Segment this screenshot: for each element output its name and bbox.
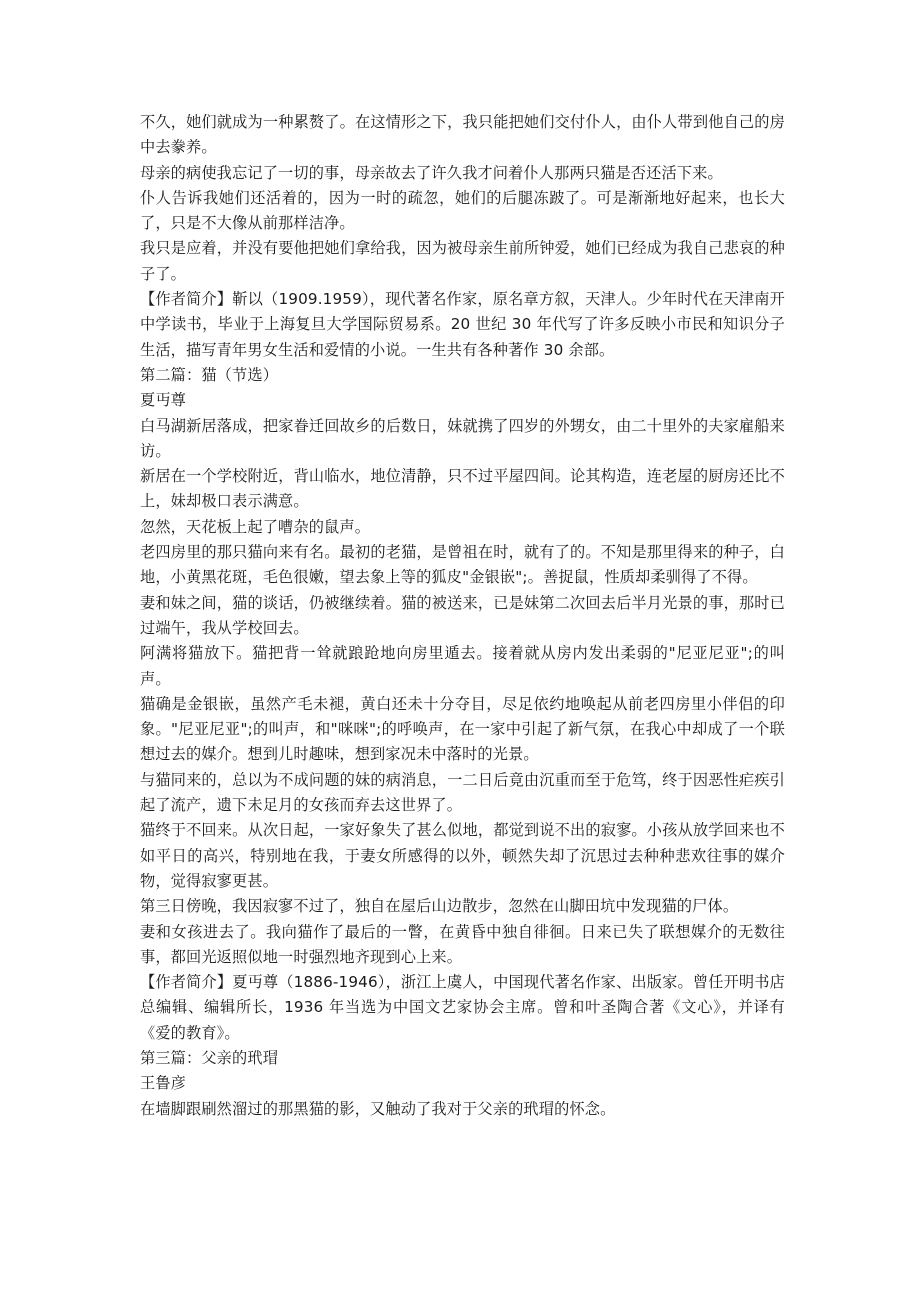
paragraph: 老四房里的那只猫向来有名。最初的老猫，是曾祖在时，就有了的。不知是那里得来的种子，白地，小黄黑花斑，毛色很嫩，望去象上等的狐皮"金银嵌";。善捉鼠，性质却柔驯得了不得。 [140,543,785,587]
section-title-2: 第二篇：猫（节选） [140,365,279,384]
paragraph: 仆人告诉我她们还活着的，因为一时的疏忽，她们的后腿冻跛了。可是渐渐地好起来，也长大了，只是不大像从前那样洁净。 [140,188,785,233]
paragraph: 猫终于不回来。从次日起，一家好象失了甚么似地，都觉到说不出的寂寥。小孩从放学回来也不如平日的高兴，特别地在我，于妻女所感得的以外，顿然失却了沉思过去种种悲欢往事的媒介物，觉得寂寥更甚。 [140,821,785,890]
paragraph: 与猫同来的，总以为不成问题的妹的病消息，一二日后竟由沉重而至于危笃，终于因恶性疟疾引起了流产，遗下未足月的女孩而弃去这世界了。 [140,770,785,815]
author-intro-label: 【作者简介】 [140,973,233,992]
paragraph: 猫确是金银嵌，虽然产毛未褪，黄白还未十分夺目，尽足依约地唤起从前老四房里小伴侣的印象。"尼亚尼亚";的叫声，和"咪咪";的呼唤声，在一家中引起了新气氛，在我心中却成了一个联想过去的媒介。想到儿时趣味，想到家况未中落时的光景。 [140,694,785,764]
paragraph: 妻和妹之间，猫的谈话，仍被继续着。猫的被送来，已是妹第二次回去后半月光景的事，那时已过端午，我从学校回去。 [140,593,785,637]
paragraph: 妻和女孩进去了。我向猫作了最后的一瞥，在黄昏中独自徘徊。日来已失了联想媒介的无数往事，都回光返照似地一时强烈地齐现到心上来。 [140,922,785,966]
paragraph: 新居在一个学校附近，背山临水，地位清静，只不过平屋四间。论其构造，连老屋的厨房还比不上，妹却极口表示满意。 [140,467,785,511]
section-title-3: 第三篇：父亲的玳瑁 [140,1048,279,1067]
paragraph: 忽然，天花板上起了嘈杂的鼠声。 [140,517,371,536]
author-intro-label: 【作者简介】 [140,290,233,309]
author-intro-jinyi [140,287,785,363]
author-intro-xiamianzun [140,970,785,1046]
paragraph: 我只是应着，并没有要他把她们拿给我，因为被母亲生前所钟爱，她们已经成为我自己悲哀的种子了。 [140,239,785,283]
author-intro-text: 夏丏尊（1886-1946），浙江上虞人，中国现代著名作家、出版家。曾任开明书店总编辑、编辑所长，1936 年当选为中国文艺家协会主席。曾和叶圣陶合著《文心》，并译有《爱的教育》。 [140,973,785,1042]
paragraph: 阿满将猫放下。猫把背一耸就踉跄地向房里遁去。接着就从房内发出柔弱的"尼亚尼亚";的叫声。 [140,644,785,688]
paragraph: 不久，她们就成为一种累赘了。在这情形之下，我只能把她们交付仆人，由仆人带到他自己的房中去豢养。 [140,113,785,157]
paragraph: 在墙脚跟刷然溜过的那黑猫的影，又触动了我对于父亲的玳瑁的怀念。 [140,1099,616,1118]
document-body [140,110,785,1122]
paragraph: 第三日傍晚，我因寂寥不过了，独自在屋后山边散步，忽然在山脚田坑中发现猫的尸体。 [140,897,739,916]
paragraph: 白马湖新居落成，把家眷迁回故乡的后数日，妹就携了四岁的外甥女，由二十里外的夫家雇船来访。 [140,416,785,460]
author-name-3: 王鲁彦 [140,1074,187,1093]
author-intro-text: 靳以（1909.1959），现代著名作家，原名章方叙，天津人。少年时代在天津南开中学读书，毕业于上海复旦大学国际贸易系。20 世纪 30 年代写了许多反映小市民和知识分子生活，描写青年男女生活和爱情的小说。一生共有各种著作 30 余部。 [140,290,786,359]
paragraph: 母亲的病使我忘记了一切的事，母亲故去了许久我才问着仆人那两只猫是否还活下来。 [140,163,723,182]
author-name-2: 夏丏尊 [140,391,187,410]
